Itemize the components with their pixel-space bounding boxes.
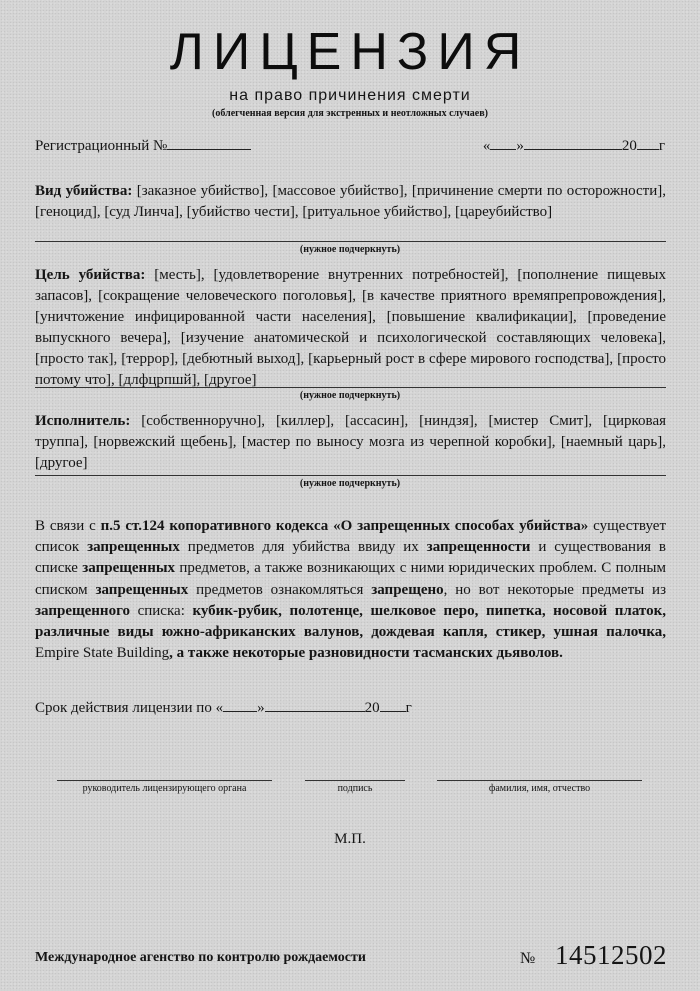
para-text-4: и существования в списке [35, 539, 666, 577]
expiry-month-blank[interactable] [265, 697, 365, 712]
version-note: (облегченная версия для экстренных и неотложных случаев) [212, 108, 488, 119]
para-text-9: Empire State Building [35, 645, 170, 662]
kind-underline [35, 241, 666, 242]
full-name-label: фамилия, имя, отчество [488, 783, 591, 794]
document-subtitle: на право причинения смерти [229, 87, 471, 104]
expiry-close-quote: » [257, 700, 265, 716]
para-text-8: списка: [130, 602, 193, 619]
registration-label: Регистрационный № [35, 138, 168, 154]
purpose-underline [35, 387, 666, 388]
para-bold-5: запрещенных [95, 581, 189, 598]
month-blank[interactable] [524, 135, 622, 150]
registration-number-blank[interactable] [167, 135, 251, 150]
performer-hint: (нужное подчеркнуть) [299, 478, 401, 489]
date-open-quote: « [482, 138, 491, 154]
stamp-place: М.П. [334, 831, 366, 847]
date-close-quote: » [516, 138, 524, 154]
para-bold-2: запрещенных [87, 539, 180, 556]
license-number: 14512502 [555, 940, 667, 970]
para-text-5: предметов, а также возникающих с ними юридических проблем. С полным списком [35, 560, 666, 598]
para-text-6: предметов ознакомляться [188, 581, 372, 598]
para-text-7: , но вот некоторые предметы из [443, 581, 667, 598]
expiry-year-prefix: 20 [364, 700, 380, 716]
para-bold-1: п.5 ст.124 копоративного кодекса «О запрещенных способах убийства» [100, 518, 589, 534]
para-bold-7: запрещенного [35, 602, 131, 619]
para-text-2: существует список [35, 518, 666, 556]
kind-section [35, 181, 666, 223]
document-title: ЛИЦЕНЗИЯ [169, 23, 531, 81]
forbidden-items-paragraph [35, 516, 666, 664]
registration-line [35, 135, 665, 155]
expiry-label: Срок действия лицензии по « [35, 700, 224, 716]
purpose-section [35, 265, 666, 391]
expiry-line [35, 697, 412, 718]
full-name-line[interactable] [437, 780, 642, 781]
para-bold-3: запрещенности [426, 539, 531, 556]
purpose-hint: (нужное подчеркнуть) [299, 390, 401, 401]
head-signature-line[interactable] [57, 780, 272, 781]
registration-number [35, 135, 251, 155]
kind-options: [заказное убийство], [массовое убийство], [причинение смерти по осторожности], [геноцид], [суд Линча], [убийство чести], [ритуальное убийство], [цареубийство] [35, 183, 666, 220]
purpose-label: Цель убийства: [35, 267, 146, 283]
para-text-1: В связи с [35, 518, 101, 534]
year-suffix: г [658, 138, 665, 154]
signature-line[interactable] [305, 780, 405, 781]
year-blank[interactable] [637, 135, 659, 150]
para-text-3: предметов для убийства ввиду их [179, 539, 427, 556]
para-bold-6: запрещено [371, 581, 444, 598]
number-sign: № [520, 950, 536, 967]
year-prefix: 20 [621, 138, 637, 154]
signature-label: подпись [337, 783, 373, 794]
expiry-day-blank[interactable] [223, 697, 257, 712]
para-bold-9: , а также некоторые разновидности тасманских дьяволов. [169, 645, 563, 662]
performer-label: Исполнитель: [35, 413, 131, 429]
kind-hint: (нужное подчеркнуть) [299, 244, 401, 255]
head-signature-label: руководитель лицензирующего органа [82, 783, 247, 794]
registration-date [483, 135, 665, 155]
expiry-year-suffix: г [405, 700, 412, 716]
agency-name: Международное агенство по контролю рождаемости [35, 950, 366, 965]
purpose-options: [месть], [удовлетворение внутренних потребностей], [пополнение пищевых запасов], [сокращение человеческого поголовья], [в качестве приятного времяпрепровождения], [уничтожение инфицированной части населения], [повышение квалификации], [проведение выпускного вечера], [изучение анатомической и психологической составляющих человека], [просто так], [террор], [дебютный выход], [карьерный рост в сфере мирового господства], [просто потому что], [длфцрпшй], [другое] [35, 267, 666, 388]
para-bold-8: кубик-рубик, полотенце, шелковое перо, пипетка, носовой платок, различные виды южно-африканских валунов, дождевая капля, стикер, ушная палочка, [35, 602, 666, 641]
para-bold-4: запрещенных [82, 560, 176, 577]
performer-underline [35, 475, 666, 476]
performer-section [35, 411, 666, 474]
performer-options: [собственноручно], [киллер], [ассасин], [ниндзя], [мистер Смит], [цирковая труппа], [норвежский щебень], [мастер по выносу мозга из черепной коробки], [наемный царь], [другое] [35, 413, 667, 471]
expiry-year-blank[interactable] [380, 697, 406, 712]
kind-label: Вид убийства: [35, 183, 133, 199]
day-blank[interactable] [490, 135, 516, 150]
